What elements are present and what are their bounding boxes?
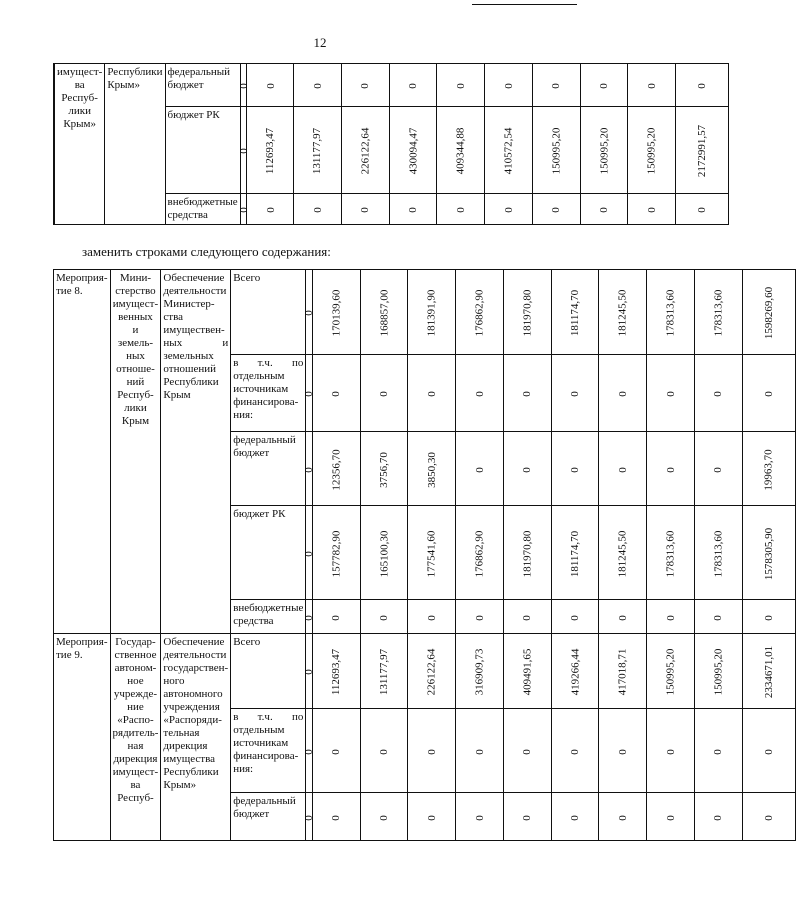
event8-row-4-value-9: [647, 506, 695, 600]
event9-row-2-value-11: [742, 709, 795, 793]
cell-value: 131177,97: [377, 648, 390, 696]
cell-value: 0: [425, 748, 438, 755]
cell-value: 0: [762, 814, 775, 821]
event9-executor-cell: Государ- ственное автоном- ное учрежде- ние «Распо- рядитель- ная дирекция имущест- ва Респуб-: [110, 634, 161, 841]
event9-row-1-value-8: [599, 634, 647, 709]
cell-value: 0: [303, 310, 316, 316]
top-row-1-value-7: [485, 64, 533, 107]
top-row-2-value-7: [485, 107, 533, 194]
event9-row-3-value-4: [408, 793, 456, 841]
cell-value: 0: [377, 814, 390, 821]
event8-row-1-value-8: [599, 270, 647, 355]
top-purpose-cell: Республики Крым»: [105, 64, 165, 225]
top-dash-line: [472, 4, 577, 5]
cell-value: 0: [303, 466, 316, 473]
cell-value: 0: [454, 207, 467, 213]
top-row-3-value-3: [294, 194, 341, 225]
cell-value: 0: [521, 466, 534, 473]
event9-row-2-value-4: [408, 709, 456, 793]
event9-row-2-value-8: [599, 709, 647, 793]
event9-row-1-value-6: [503, 634, 551, 709]
cell-value: 0: [473, 466, 486, 473]
cell-value: 150995,20: [645, 127, 658, 175]
event8-row-2-value-9: [647, 355, 695, 432]
event8-executor-cell: Мини- стерство имущест- венных и земель- ных отноше- ний Респуб- лики Крым: [110, 270, 161, 634]
event9-row: [54, 634, 796, 709]
cell-value: 0: [597, 207, 610, 213]
cell-value: 181245,50: [616, 530, 629, 577]
event8-row-2-value-10: [694, 355, 742, 432]
cell-value: 2172991,57: [696, 124, 709, 178]
event8-row-1-value-5: [456, 270, 504, 355]
cell-value: 0: [264, 83, 277, 89]
cell-value: 0: [303, 550, 316, 557]
event9-row-3-value-10: [694, 793, 742, 841]
cell-value: 0: [377, 748, 390, 755]
event8-row-1-value-3: [360, 270, 408, 355]
cell-value: 0: [425, 814, 438, 821]
cell-value: 0: [502, 207, 515, 213]
cell-value: 176862,90: [473, 530, 486, 577]
cell-value: 0: [712, 748, 725, 755]
event9-source-label: Всего: [231, 634, 306, 709]
cell-value: 0: [762, 391, 775, 397]
event9-row-3-value-3: [360, 793, 408, 841]
event8-row-1-value-4: [408, 270, 456, 355]
event8-source-label: бюджет РК: [231, 506, 306, 600]
cell-value: 0: [712, 614, 725, 621]
cell-value: 0: [330, 391, 343, 397]
page-number: 12: [313, 35, 327, 50]
cell-value: 0: [303, 748, 316, 755]
cell-value: 0: [762, 614, 775, 621]
event8-source-label: в т.ч. по отдельным источникам финансирова- ния:: [231, 355, 306, 432]
top-row-2-value-8: [532, 107, 580, 194]
event8-row-5-value-11: [742, 600, 795, 634]
cell-value: 165100,30: [377, 530, 390, 577]
event9-row-1-value-10: [694, 634, 742, 709]
event9-row-2-value-7: [551, 709, 599, 793]
event8-row-1-value-7: [551, 270, 599, 355]
top-row-2-value-10: [628, 107, 676, 194]
cell-value: 0: [521, 391, 534, 397]
cell-value: 0: [473, 814, 486, 821]
top-source-label: внебюджетные средства: [165, 194, 240, 225]
event8-row-5-value-3: [360, 600, 408, 634]
cell-value: 12356,70: [330, 448, 343, 491]
cell-value: 157782,90: [330, 530, 343, 577]
top-row-1-value-8: [532, 64, 580, 107]
event8-row-4-value-7: [551, 506, 599, 600]
event9-row-2-value-9: [647, 709, 695, 793]
cell-value: 0: [264, 207, 277, 213]
event8-row-5-value-8: [599, 600, 647, 634]
event8-row-3-value-2: [312, 432, 360, 506]
cell-value: 0: [303, 614, 316, 621]
cell-value: 1598269,60: [762, 286, 775, 340]
event8-row-1-value-9: [647, 270, 695, 355]
cell-value: 0: [473, 748, 486, 755]
cell-value: 0: [568, 466, 581, 473]
top-row-2-value-11: [676, 107, 729, 194]
cell-value: 0: [330, 814, 343, 821]
event8-row-4-value-8: [599, 506, 647, 600]
cell-value: 0: [645, 207, 658, 213]
event8-row-4-value-6: [503, 506, 551, 600]
cell-value: 410572,54: [502, 127, 515, 175]
cell-value: 181245,50: [616, 289, 629, 337]
event8-row-2-value-4: [408, 355, 456, 432]
event8-row-5-value-9: [647, 600, 695, 634]
cell-value: 0: [406, 83, 419, 89]
cell-value: 181391,90: [425, 289, 438, 337]
cell-value: 0: [303, 391, 316, 397]
cell-value: 1578305,90: [762, 527, 775, 580]
cell-value: 0: [568, 614, 581, 621]
cell-value: 0: [712, 391, 725, 397]
event8-row-1-value-6: [503, 270, 551, 355]
top-row-1-value-10: [628, 64, 676, 107]
bottom-table: [53, 269, 796, 841]
cell-value: 0: [502, 83, 515, 89]
cell-value: 150995,20: [712, 648, 725, 696]
event9-row-1-value-9: [647, 634, 695, 709]
cell-value: 2334671,01: [762, 645, 775, 699]
top-row-3-value-10: [628, 194, 676, 225]
cell-value: 0: [377, 391, 390, 397]
event9-row-1-value-2: [312, 634, 360, 709]
cell-value: 0: [664, 391, 677, 397]
event8-row-2-value-2: [312, 355, 360, 432]
cell-value: 0: [473, 391, 486, 397]
cell-value: 0: [664, 748, 677, 755]
event8-row-3-value-8: [599, 432, 647, 506]
event8-row-2-value-7: [551, 355, 599, 432]
cell-value: 0: [303, 669, 316, 675]
cell-value: 0: [550, 83, 563, 89]
cell-value: 150995,20: [597, 127, 610, 175]
cell-value: 3850,30: [425, 451, 438, 488]
cell-value: 0: [521, 614, 534, 621]
cell-value: 168857,00: [377, 289, 390, 337]
cell-value: 0: [311, 207, 324, 213]
top-row-3-value-8: [532, 194, 580, 225]
event8-row-5-value-2: [312, 600, 360, 634]
cell-value: 0: [550, 207, 563, 213]
event9-source-label: в т.ч. по отдельным источникам финансирова- ния:: [231, 709, 306, 793]
cell-value: 0: [359, 207, 372, 213]
top-row-3-value-11: [676, 194, 729, 225]
top-row-2-value-2: [247, 107, 294, 194]
top-row-1-value-2: [247, 64, 294, 107]
top-row-2-value-6: [437, 107, 485, 194]
cell-value: 0: [521, 748, 534, 755]
cell-value: 0: [664, 814, 677, 821]
top-row-1-value-4: [341, 64, 389, 107]
cell-value: 0: [712, 814, 725, 821]
cell-value: 178313,60: [664, 530, 677, 577]
cell-value: 430094,47: [406, 127, 419, 175]
cell-value: 0: [425, 614, 438, 621]
top-row-1-value-11: [676, 64, 729, 107]
event8-row-2-value-11: [742, 355, 795, 432]
cell-value: 0: [616, 614, 629, 621]
event9-row-3-value-6: [503, 793, 551, 841]
event8-row-2-value-5: [456, 355, 504, 432]
event8-row-3-value-4: [408, 432, 456, 506]
cell-value: 0: [406, 207, 419, 213]
cell-value: 178313,60: [712, 289, 725, 337]
cell-value: 0: [237, 83, 250, 89]
cell-value: 0: [521, 814, 534, 821]
top-table-row: [54, 64, 729, 107]
cell-value: 0: [616, 466, 629, 473]
event9-purpose-cell: Обеспечение деятельности государствен- ного автономного учреждения «Распоряди- тельная дирекция имущества Республики Крым»: [161, 634, 231, 841]
event9-row-1-value-7: [551, 634, 599, 709]
event8-row-4-value-2: [312, 506, 360, 600]
cell-value: 0: [330, 748, 343, 755]
event8-row-5-value-4: [408, 600, 456, 634]
cell-value: 419266,44: [568, 648, 581, 696]
cell-value: 0: [645, 83, 658, 89]
cell-value: 0: [237, 207, 250, 213]
top-row-2-value-4: [341, 107, 389, 194]
cell-value: 0: [712, 466, 725, 473]
event8-row-2-value-8: [599, 355, 647, 432]
event8-row-4-value-11: [742, 506, 795, 600]
cell-value: 0: [425, 391, 438, 397]
event9-row-3-value-7: [551, 793, 599, 841]
top-row-3-value-7: [485, 194, 533, 225]
event8-row-3-value-10: [694, 432, 742, 506]
cell-value: 0: [311, 83, 324, 89]
cell-value: 0: [762, 748, 775, 755]
replace-instruction: заменить строками следующего содержания:: [82, 244, 331, 259]
cell-value: 0: [377, 614, 390, 621]
event9-row-3-value-8: [599, 793, 647, 841]
cell-value: 3756,70: [377, 451, 390, 488]
cell-value: 181174,70: [568, 289, 581, 337]
top-source-label: федеральный бюджет: [165, 64, 240, 107]
top-row-3-value-2: [247, 194, 294, 225]
event8-row: [54, 270, 796, 355]
top-row-1-value-3: [294, 64, 341, 107]
cell-value: 170139,60: [330, 289, 343, 337]
cell-value: 150995,20: [550, 127, 563, 175]
top-row-2-value-3: [294, 107, 341, 194]
event8-row-3-value-5: [456, 432, 504, 506]
event8-row-3-value-6: [503, 432, 551, 506]
event8-row-3-value-3: [360, 432, 408, 506]
top-executor-cell: имущест- ва Респуб- лики Крым»: [55, 64, 105, 225]
cell-value: 0: [696, 207, 709, 213]
event8-row-5-value-6: [503, 600, 551, 634]
event9-row-3-value-5: [456, 793, 504, 841]
cell-value: 409344,88: [454, 127, 467, 175]
cell-value: 0: [454, 83, 467, 89]
cell-value: 316909,73: [473, 648, 486, 696]
top-row-1-value-5: [389, 64, 437, 107]
event8-row-1-value-10: [694, 270, 742, 355]
top-row-3-value-4: [341, 194, 389, 225]
event9-row-1-value-4: [408, 634, 456, 709]
cell-value: 112693,47: [330, 648, 343, 696]
cell-value: 0: [597, 83, 610, 89]
event8-row-5-value-7: [551, 600, 599, 634]
event8-purpose-cell: Обеспечение деятельности Министер- ства имуществен- ных и земельных отношений Республики Крым: [161, 270, 231, 634]
event8-row-1-value-2: [312, 270, 360, 355]
cell-value: 150995,20: [664, 648, 677, 696]
top-source-label: бюджет РК: [165, 107, 240, 194]
cell-value: 0: [568, 748, 581, 755]
cell-value: 19963,70: [762, 448, 775, 491]
event8-row-3-value-7: [551, 432, 599, 506]
cell-value: 0: [616, 748, 629, 755]
event9-name-cell: Мероприя- тие 9.: [54, 634, 111, 841]
event8-row-4-value-5: [456, 506, 504, 600]
cell-value: 0: [616, 391, 629, 397]
event8-row-4-value-10: [694, 506, 742, 600]
event8-row-4-value-4: [408, 506, 456, 600]
event9-row-2-value-3: [360, 709, 408, 793]
event9-row-2-value-5: [456, 709, 504, 793]
cell-value: 0: [696, 83, 709, 89]
cell-value: 177541,60: [425, 530, 438, 577]
cell-value: 0: [616, 814, 629, 821]
event8-source-label: Всего: [231, 270, 306, 355]
event8-row-5-value-5: [456, 600, 504, 634]
cell-value: 176862,90: [473, 289, 486, 337]
cell-value: 181970,80: [521, 530, 534, 577]
cell-value: 417018,71: [616, 648, 629, 696]
top-row-2-value-5: [389, 107, 437, 194]
event8-source-label: федеральный бюджет: [231, 432, 306, 506]
event9-row-1-value-5: [456, 634, 504, 709]
event8-row-5-value-10: [694, 600, 742, 634]
event9-row-3-value-9: [647, 793, 695, 841]
event9-row-2-value-10: [694, 709, 742, 793]
top-row-3-value-9: [580, 194, 628, 225]
top-row-2-value-9: [580, 107, 628, 194]
cell-value: 0: [330, 614, 343, 621]
event8-row-1-value-11: [742, 270, 795, 355]
top-row-3-value-5: [389, 194, 437, 225]
event9-source-label: федеральный бюджет: [231, 793, 306, 841]
event8-name-cell: Мероприя- тие 8.: [54, 270, 111, 634]
event9-row-3-value-2: [312, 793, 360, 841]
cell-value: 178313,60: [664, 289, 677, 337]
cell-value: 112693,47: [264, 127, 277, 175]
cell-value: 226122,64: [425, 648, 438, 696]
top-table: [53, 63, 729, 225]
cell-value: 0: [473, 614, 486, 621]
cell-value: 0: [568, 814, 581, 821]
top-row-3-value-6: [437, 194, 485, 225]
cell-value: 409491,65: [521, 648, 534, 696]
cell-value: 0: [303, 814, 316, 821]
cell-value: 0: [237, 148, 250, 154]
cell-value: 181174,70: [568, 530, 581, 577]
event9-row-1-value-3: [360, 634, 408, 709]
event8-row-4-value-3: [360, 506, 408, 600]
event9-row-2-value-2: [312, 709, 360, 793]
event9-row-2-value-6: [503, 709, 551, 793]
cell-value: 0: [664, 466, 677, 473]
event9-row-1-value-11: [742, 634, 795, 709]
cell-value: 0: [664, 614, 677, 621]
top-row-1-value-9: [580, 64, 628, 107]
event8-source-label: внебюджетные средства: [231, 600, 306, 634]
event8-row-3-value-11: [742, 432, 795, 506]
event8-row-2-value-3: [360, 355, 408, 432]
cell-value: 181970,80: [521, 289, 534, 337]
event8-row-3-value-9: [647, 432, 695, 506]
cell-value: 0: [568, 391, 581, 397]
top-row-1-value-6: [437, 64, 485, 107]
event9-row-3-value-11: [742, 793, 795, 841]
cell-value: 226122,64: [359, 127, 372, 175]
cell-value: 178313,60: [712, 530, 725, 577]
cell-value: 131177,97: [311, 127, 324, 175]
cell-value: 0: [359, 83, 372, 89]
event8-row-2-value-6: [503, 355, 551, 432]
